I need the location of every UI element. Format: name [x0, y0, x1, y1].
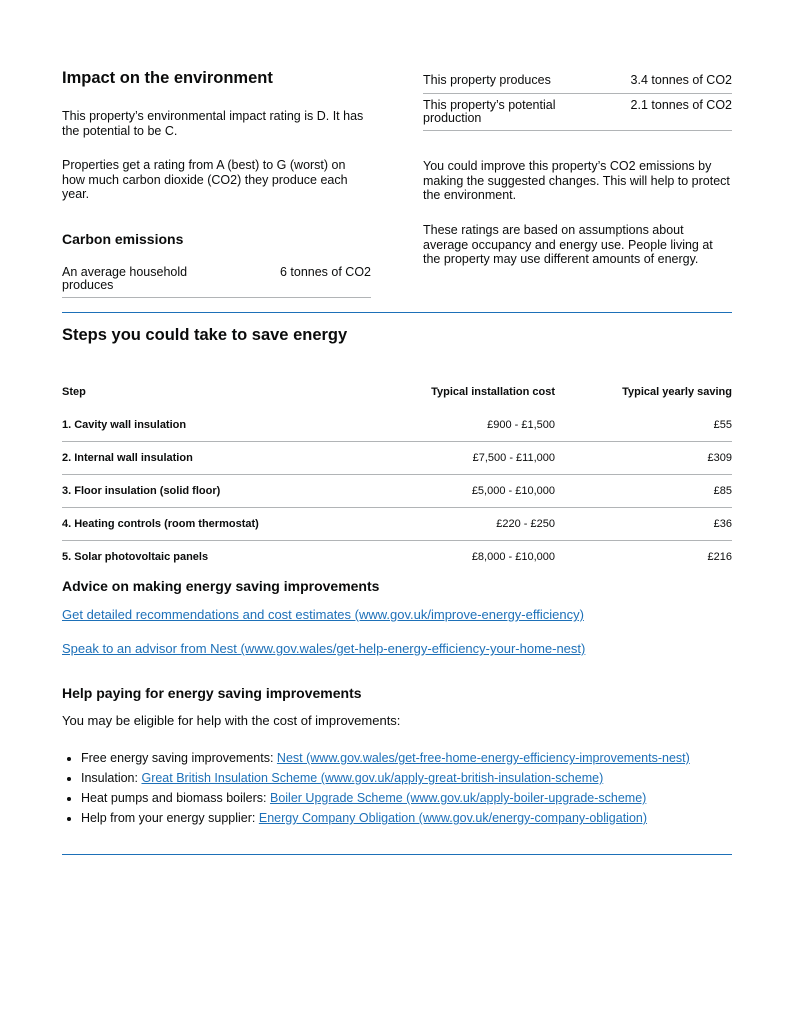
property-produces-row — [423, 74, 732, 94]
header-cost: Typical installation cost — [431, 386, 555, 398]
list-item-prefix: Help from your energy supplier: — [81, 811, 259, 825]
table-header-row — [62, 376, 732, 409]
boiler-upgrade-link[interactable]: Boiler Upgrade Scheme (www.gov.uk/apply-boiler-upgrade-scheme) — [269, 791, 647, 805]
average-household-label: An average household produces — [62, 265, 188, 292]
assumptions-text: These ratings are based on assumptions about average occupancy and energy use. People living at the property may use different amounts of energy. — [423, 223, 713, 266]
help-paying-title: Help paying for energy saving improvements — [62, 685, 362, 701]
help-list — [62, 748, 690, 828]
step-name: 1. Cavity wall insulation — [62, 418, 187, 431]
list-item — [81, 788, 690, 808]
average-household-value: 6 tonnes of CO2 — [279, 265, 371, 279]
help-intro: You may be eligible for help with the cost of improvements: — [62, 713, 401, 728]
list-item — [81, 768, 690, 788]
section-divider — [62, 312, 732, 313]
header-saving: Typical yearly saving — [622, 386, 732, 398]
step-saving: £55 — [713, 418, 732, 431]
list-item-prefix: Heat pumps and biomass boilers: — [81, 791, 270, 805]
carbon-emissions-heading: Carbon emissions — [62, 231, 184, 247]
potential-production-label: This property’s potential production — [423, 98, 556, 125]
list-item — [81, 748, 690, 768]
step-saving: £309 — [555, 442, 732, 475]
potential-production-value: 2.1 tonnes of CO2 — [630, 98, 732, 112]
improve-text: You could improve this property’s CO2 emissions by making the suggested changes. This will help to protect the environment. — [423, 159, 730, 202]
table-row — [62, 442, 732, 475]
steps-table — [62, 376, 732, 573]
bottom-divider — [62, 854, 732, 855]
potential-production-row — [423, 99, 732, 131]
step-cost: £7,500 - £11,000 — [402, 442, 555, 475]
table-row — [62, 409, 732, 442]
step-name: 4. Heating controls (room thermostat) — [62, 508, 402, 541]
insulation-scheme-link[interactable]: Great British Insulation Scheme (www.gov.uk/apply-great-british-insulation-scheme) — [141, 771, 604, 785]
step-name: 2. Internal wall insulation — [62, 442, 402, 475]
property-produces-value: 3.4 tonnes of CO2 — [630, 73, 732, 87]
steps-section — [62, 325, 732, 573]
step-name: 3. Floor insulation (solid floor) — [62, 475, 402, 508]
environment-title: Impact on the environment — [62, 69, 273, 87]
step-cost: £8,000 - £10,000 — [402, 541, 555, 574]
average-household-row — [62, 266, 371, 298]
nest-advisor-link[interactable]: Speak to an advisor from Nest (www.gov.wales/get-help-energy-efficiency-your-home-nest) — [62, 641, 586, 656]
table-row — [62, 475, 732, 508]
energy-company-obligation-link[interactable]: Energy Company Obligation (www.gov.uk/energy-company-obligation) — [258, 811, 648, 825]
step-name: 5. Solar photovoltaic panels — [62, 541, 402, 574]
list-item-prefix: Free energy saving improvements: — [81, 751, 277, 765]
rating-explanation: Properties get a rating from A (best) to G (worst) on how much carbon dioxide (CO2) they produce each year. — [62, 158, 348, 201]
list-item-prefix: Insulation: — [81, 771, 142, 785]
table-row — [62, 541, 732, 574]
environment-section — [62, 68, 732, 308]
advice-section — [62, 577, 732, 656]
help-paying-section — [62, 684, 732, 825]
nest-improvements-link[interactable]: Nest (www.gov.wales/get-free-home-energy-efficiency-improvements-nest) — [276, 751, 690, 765]
advice-title: Advice on making energy saving improvements — [62, 578, 380, 594]
steps-title: Steps you could take to save energy — [62, 326, 348, 344]
rating-text: This property’s environmental impact rating is D. It has the potential to be C. — [62, 109, 364, 138]
step-saving: £36 — [555, 508, 732, 541]
list-item — [81, 808, 690, 828]
step-saving: £85 — [555, 475, 732, 508]
step-cost: £220 - £250 — [402, 508, 555, 541]
step-saving: £216 — [555, 541, 732, 574]
table-row — [62, 508, 732, 541]
header-step: Step — [62, 386, 86, 398]
step-cost: £5,000 - £10,000 — [402, 475, 555, 508]
improve-energy-efficiency-link[interactable]: Get detailed recommendations and cost estimates (www.gov.uk/improve-energy-efficiency) — [62, 607, 584, 622]
property-produces-label: This property produces — [423, 73, 551, 87]
step-cost: £900 - £1,500 — [487, 418, 555, 431]
